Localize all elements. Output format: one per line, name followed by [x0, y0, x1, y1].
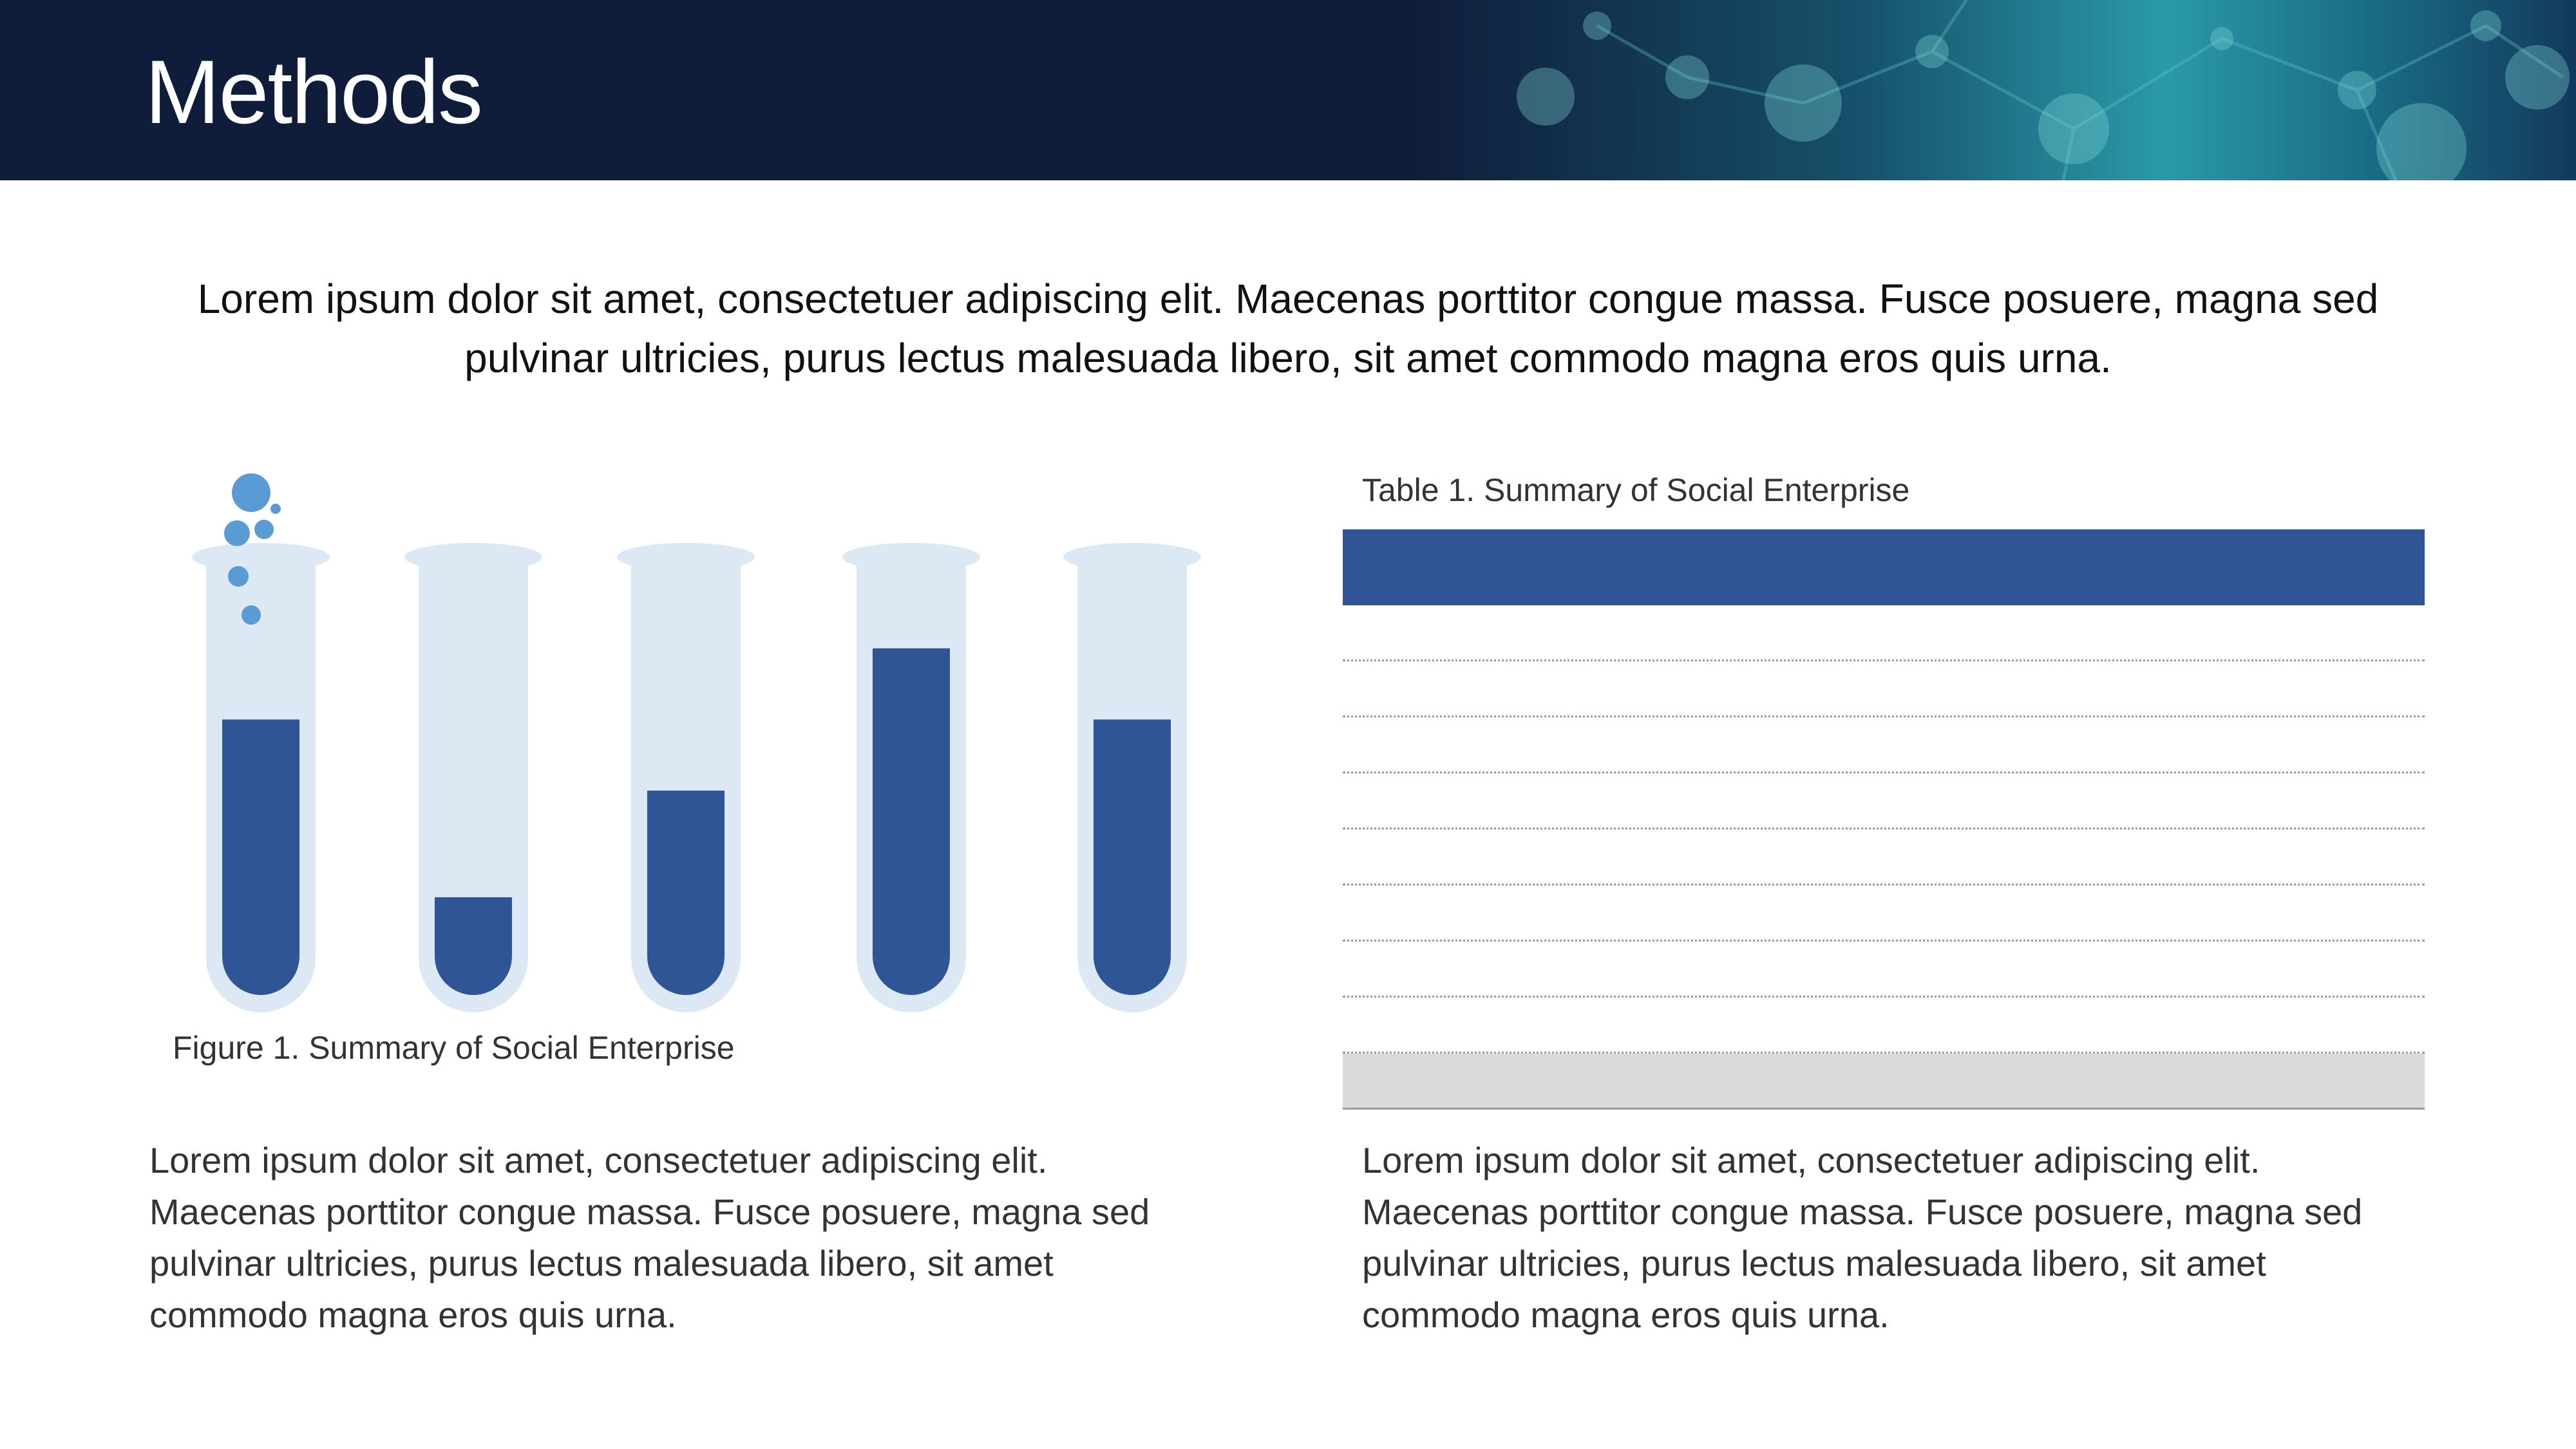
test-tube [1063, 543, 1201, 1012]
tube-liquid [647, 791, 724, 995]
bubble [242, 605, 261, 625]
table-row [1343, 886, 2425, 942]
table-row [1343, 829, 2425, 886]
tube-liquid [873, 649, 950, 995]
intro-paragraph: Lorem ipsum dolor sit amet, consectetuer adipiscing elit. Maecenas porttitor congue massa. Fusce posuere, magna sed pulvinar ultricies, purus lectus malesuada libero, sit amet commodo magna eros quis urna. [197, 276, 2379, 381]
table-row [1343, 942, 2425, 998]
table-row [1343, 717, 2425, 773]
bubble [270, 504, 281, 514]
table-row [1343, 773, 2425, 829]
bubble [232, 473, 270, 512]
page-title: Methods [145, 41, 482, 142]
test-tube [404, 543, 542, 1012]
test-tube [842, 543, 980, 1012]
test-tube-figure [155, 451, 1249, 1018]
test-tube [617, 543, 755, 1012]
test-tube [192, 543, 330, 1012]
bubble [224, 520, 250, 546]
table-row [1343, 998, 2425, 1054]
right-body-text: Lorem ipsum dolor sit amet, consectetuer adipiscing elit. Maecenas porttitor congue massa. Fusce posuere, magna sed pulvinar ultricies, purus lectus malesuada libero, sit amet commodo magna eros quis urna. [1362, 1140, 2363, 1335]
summary-table [1343, 529, 2425, 1110]
left-body-text: Lorem ipsum dolor sit amet, consectetuer adipiscing elit. Maecenas porttitor congue massa. Fusce posuere, magna sed pulvinar ultricies, purus lectus malesuada libero, sit amet commodo magna eros quis urna. [149, 1140, 1150, 1335]
table-caption: Table 1. Summary of Social Enterprise [1362, 472, 1910, 508]
bubble [254, 520, 274, 539]
tube-liquid [222, 719, 299, 995]
molecule-pattern-graphic [1352, 0, 2576, 180]
table-row [1343, 661, 2425, 717]
header-banner [0, 0, 2576, 180]
tube-liquid [1094, 719, 1171, 995]
table-header-row [1343, 529, 2425, 605]
tube-liquid [435, 897, 512, 995]
table-footer-row [1343, 1054, 2425, 1110]
bubble [228, 566, 249, 587]
figure-caption: Figure 1. Summary of Social Enterprise [173, 1030, 735, 1066]
table-row [1343, 605, 2425, 661]
